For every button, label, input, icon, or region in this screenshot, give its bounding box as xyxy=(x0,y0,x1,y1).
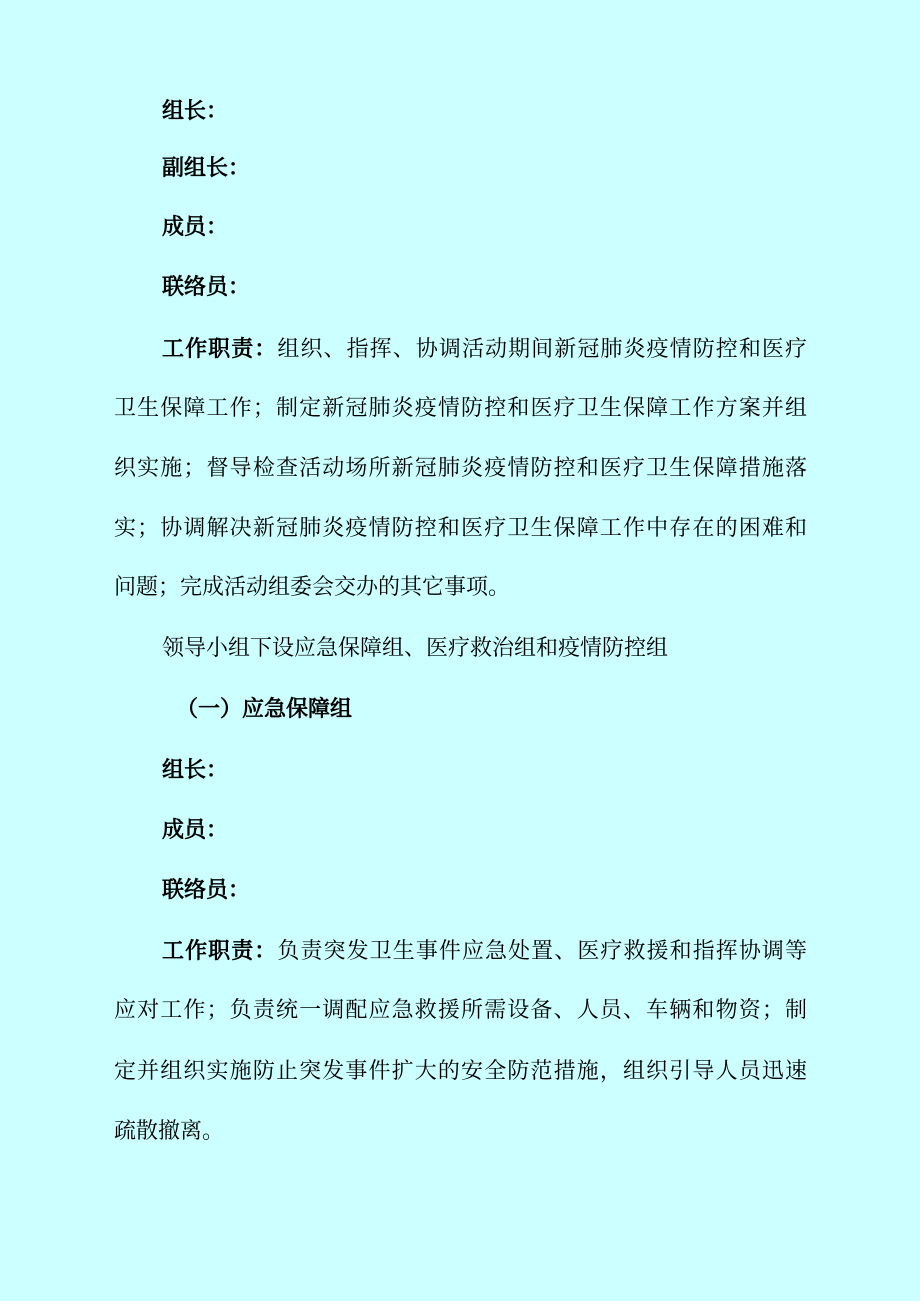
members-label: 成员： xyxy=(162,214,229,240)
emergency-duties-text: 负责突发卫生事件应急处置、医疗救援和指挥协调等 xyxy=(277,939,807,964)
emergency-duties-line-1 xyxy=(162,936,807,967)
emergency-group-heading: （一）应急保障组 xyxy=(176,696,353,722)
duties-label: 工作职责： xyxy=(162,336,278,362)
emergency-duties-line-3: 定并组织实施防止突发事件扩大的安全防范措施，组织引导人员迅速 xyxy=(114,1059,807,1084)
duties-paragraph-line-5: 问题；完成活动组委会交办的其它事项。 xyxy=(114,575,511,600)
emergency-duties-line-4: 疏散撤离。 xyxy=(114,1119,225,1144)
emergency-liaison-label: 联络员： xyxy=(162,877,251,903)
subgroups-intro: 领导小组下设应急保障组、医疗救治组和疫情防控组 xyxy=(162,636,669,661)
group-leader-label: 组长： xyxy=(162,98,229,124)
emergency-members-label: 成员： xyxy=(162,817,229,843)
duties-paragraph-line-4: 实；协调解决新冠肺炎疫情防控和医疗卫生保障工作中存在的困难和 xyxy=(114,516,807,541)
deputy-leader-label: 副组长： xyxy=(162,155,251,181)
emergency-duties-label: 工作职责： xyxy=(162,938,278,964)
duties-paragraph-line-1 xyxy=(162,334,807,365)
emergency-leader-label: 组长： xyxy=(162,757,229,783)
emergency-duties-line-2: 应对工作；负责统一调配应急救援所需设备、人员、车辆和物资；制 xyxy=(114,998,807,1023)
liaison-label: 联络员： xyxy=(162,274,251,300)
duties-paragraph-line-3: 织实施；督导检查活动场所新冠肺炎疫情防控和医疗卫生保障措施落 xyxy=(114,456,807,481)
duties-text: 组织、指挥、协调活动期间新冠肺炎疫情防控和医疗 xyxy=(277,337,807,362)
duties-paragraph-line-2: 卫生保障工作；制定新冠肺炎疫情防控和医疗卫生保障工作方案并组 xyxy=(114,396,807,421)
